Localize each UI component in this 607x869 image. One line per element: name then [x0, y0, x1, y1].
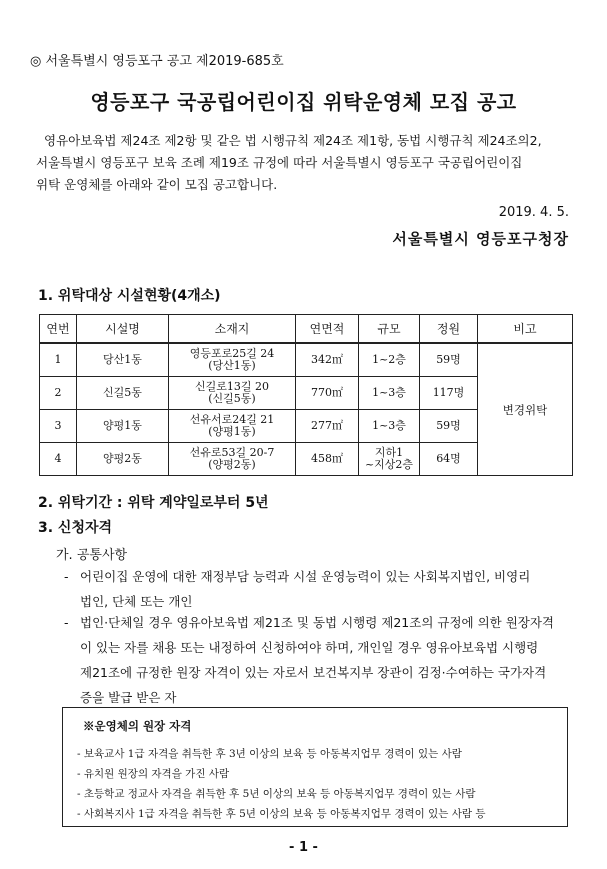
column-header: 정원: [420, 315, 478, 344]
facility-scale: 1~2층: [359, 343, 420, 377]
facility-capacity: 59명: [420, 410, 478, 443]
dash-marker: -: [64, 569, 69, 584]
box-item: - 유치원 원장의 자격을 가진 사람: [77, 768, 230, 780]
facility-address: 영등포로25길 24 (당산1동): [169, 343, 296, 377]
facility-address: 신길로13길 20 (신길5동): [169, 377, 296, 410]
box-item: - 사회복지사 1급 자격을 취득한 후 5년 이상의 보육 등 아동복지업무 경력이 있는 사람 등: [77, 808, 486, 820]
intro-line: 위탁 운영체를 아래와 같이 모집 공고합니다.: [36, 177, 278, 192]
facility-name: 신길5동: [77, 377, 169, 410]
page-title: 영등포구 국공립어린이집 위탁운영체 모집 공고: [90, 90, 517, 114]
item-line: 법인, 단체 또는 개인: [80, 594, 193, 609]
subsection-heading: 가. 공통사항: [56, 548, 128, 563]
row-number: 4: [40, 443, 77, 476]
facility-address: 선유서로24길 21 (양평1동): [169, 410, 296, 443]
row-number: 3: [40, 410, 77, 443]
row-number: 1: [40, 343, 77, 377]
section1-heading: 1. 위탁대상 시설현황(4개소): [38, 288, 221, 304]
notice-number: ◎ 서울특별시 영등포구 공고 제2019-685호: [30, 54, 284, 69]
item-line: 증을 발급 받은 자: [80, 690, 177, 705]
qualification-item: [64, 610, 564, 710]
issuer-name: 서울특별시 영등포구청장: [392, 230, 569, 248]
section2-heading: 2. 위탁기간 : 위탁 계약일로부터 5년: [38, 495, 269, 511]
facility-capacity: 64명: [420, 443, 478, 476]
box-item: - 보육교사 1급 자격을 취득한 후 3년 이상의 보육 등 아동복지업무 경력이 있는 사람: [77, 748, 462, 760]
item-line: 법인·단체일 경우 영유아보육법 제21조 및 동법 시행령 제21조의 규정에 의한 원장자격: [80, 615, 554, 630]
column-header: 소재지: [169, 315, 296, 344]
box-item: - 초등학교 정교사 자격을 취득한 후 5년 이상의 보육 등 아동복지업무 경력이 있는 사람: [77, 788, 476, 800]
box-title: ※운영체의 원장 자격: [83, 719, 192, 733]
column-header: 연번: [40, 315, 77, 344]
facility-area: 770㎡: [296, 377, 359, 410]
notice-date: 2019. 4. 5.: [498, 205, 569, 220]
facility-scale: 1~3층: [359, 377, 420, 410]
table-row: [40, 343, 573, 377]
intro-line: 영유아보육법 제24조 제2항 및 같은 법 시행규칙 제24조 제1항, 동법 시행규칙 제24조의2,: [44, 133, 542, 148]
intro-line: 서울특별시 영등포구 보육 조례 제19조 규정에 따라 서울특별시 영등포구 국공립어린이집: [36, 155, 523, 170]
column-header: 규모: [359, 315, 420, 344]
column-header: 비고: [478, 315, 573, 344]
facility-capacity: 59명: [420, 343, 478, 377]
facility-area: 458㎡: [296, 443, 359, 476]
intro-paragraph: [36, 130, 576, 196]
facility-table: [39, 314, 573, 476]
section3-heading: 3. 신청자격: [38, 520, 113, 536]
facility-name: 양평2동: [77, 443, 169, 476]
dash-marker: -: [64, 615, 69, 630]
facility-area: 277㎡: [296, 410, 359, 443]
facility-scale: 지하1 ~지상2층: [359, 443, 420, 476]
remark-cell: 변경위탁: [478, 343, 573, 476]
page-number: - 1 -: [289, 840, 318, 855]
row-number: 2: [40, 377, 77, 410]
facility-area: 342㎡: [296, 343, 359, 377]
director-qualification-box: [62, 707, 568, 827]
table-header-row: [40, 315, 573, 344]
column-header: 시설명: [77, 315, 169, 344]
item-line: 제21조에 규정한 원장 자격이 있는 자로서 보건복지부 장관이 검정·수여하는 국가자격: [80, 665, 547, 680]
facility-name: 당산1동: [77, 343, 169, 377]
facility-name: 양평1동: [77, 410, 169, 443]
column-header: 연면적: [296, 315, 359, 344]
item-line: 이 있는 자를 채용 또는 내정하여 신청하여야 하며, 개인일 경우 영유아보육법 시행령: [80, 640, 539, 655]
facility-capacity: 117명: [420, 377, 478, 410]
item-line: 어린이집 운영에 대한 재정부담 능력과 시설 운영능력이 있는 사회복지법인, 비영리: [80, 569, 531, 584]
qualification-item: [64, 564, 564, 614]
facility-address: 선유로53길 20-7 (양평2동): [169, 443, 296, 476]
facility-scale: 1~3층: [359, 410, 420, 443]
